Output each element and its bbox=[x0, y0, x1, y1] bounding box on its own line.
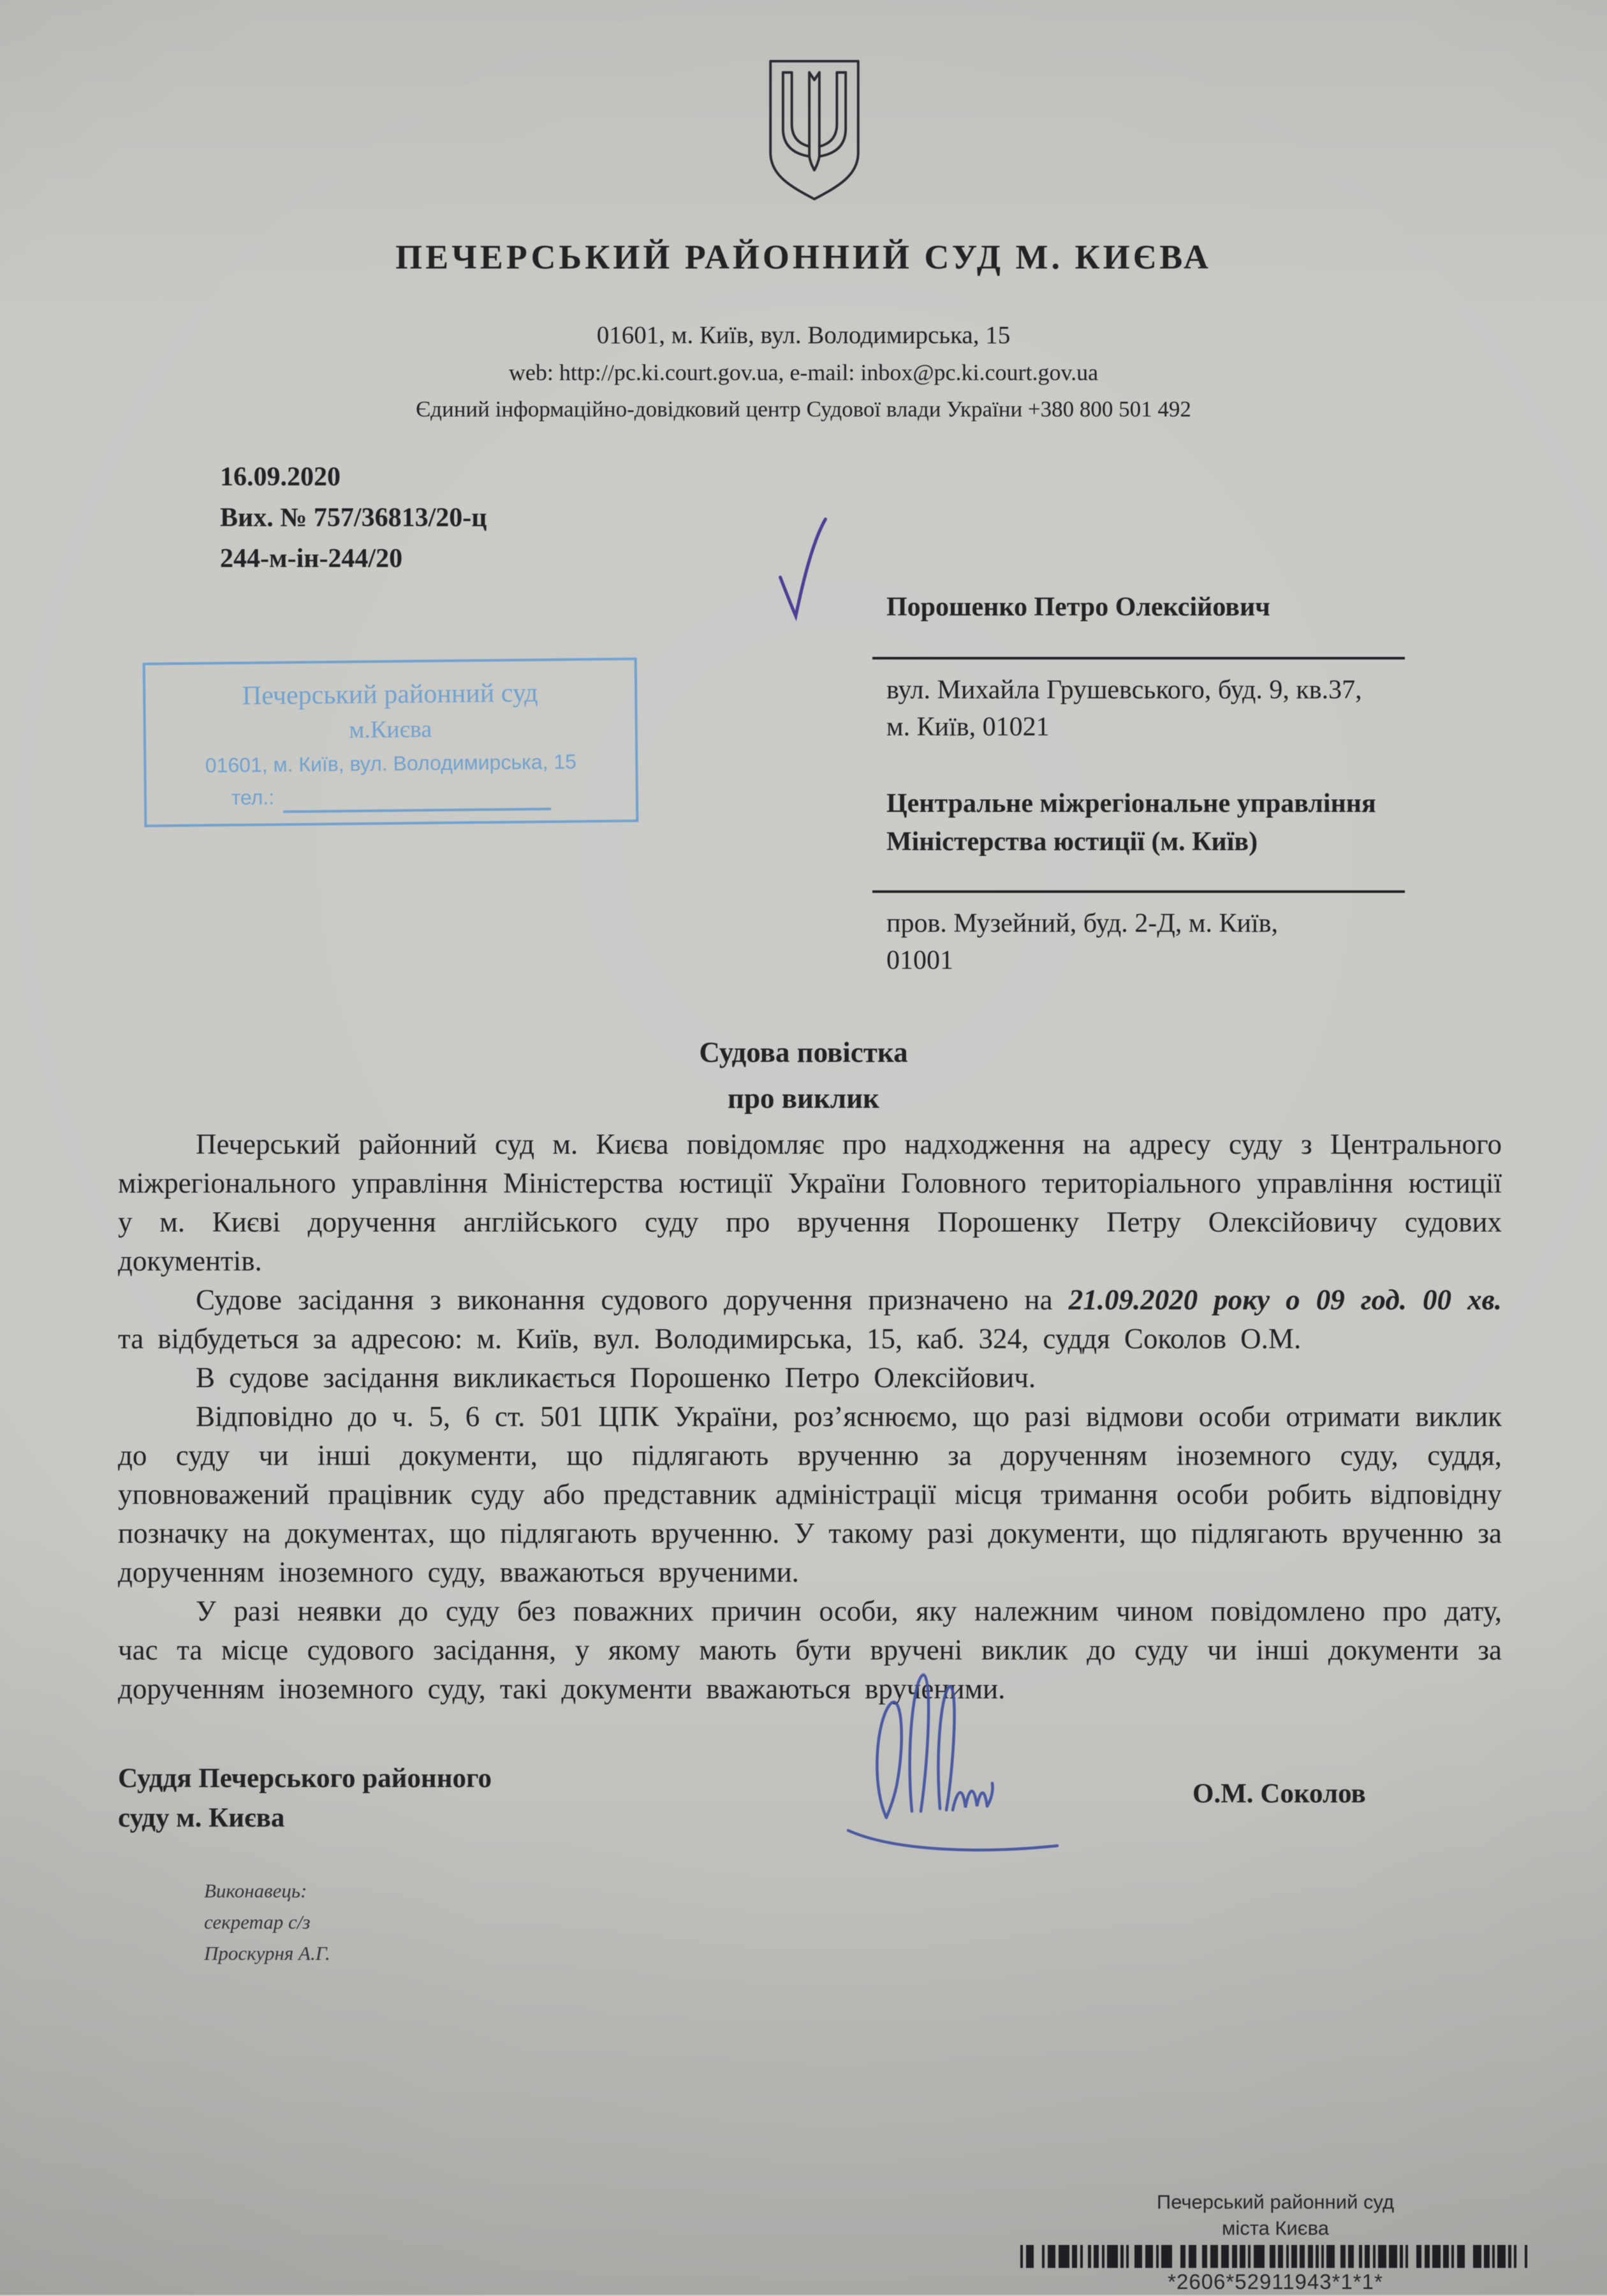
executor-block bbox=[204, 1875, 330, 1969]
judge-name: О.М. Соколов bbox=[1192, 1779, 1366, 1809]
court-ink-stamp bbox=[143, 658, 639, 827]
body-paragraph-2-start: Судове засідання з виконання судового доручення призначено на bbox=[196, 1284, 1069, 1316]
stamp-tel-row bbox=[231, 778, 551, 813]
judge-signature-icon bbox=[846, 1651, 1065, 1867]
barcode-block bbox=[1020, 2189, 1530, 2296]
body-paragraph-3: В судове засідання викликається Порошенко Петро Олексійович. bbox=[196, 1362, 1036, 1394]
recipient-org-address-1: пров. Музейний, буд. 2-Д, м. Київ, bbox=[886, 909, 1278, 938]
court-address-line: 01601, м. Київ, вул. Володимирська, 15 bbox=[596, 321, 1011, 349]
body-paragraph-1: Печерський районний суд м. Києва повідомляє про надходження на адресу суду з Центрального міжрегіонального управління Міністерства юстиції України Головного територіального управління юстиції у м. Києві доручення англійського суду про вручення Порошенку Петру Олексійовичу судових документів. bbox=[118, 1128, 1502, 1277]
stamp-address: 01601, м. Київ, вул. Володимирська, 15 bbox=[205, 749, 577, 777]
barcode-text: *2606*52911943*1*1* bbox=[1168, 2270, 1383, 2293]
stamp-tel-underline bbox=[283, 786, 551, 813]
document-date: 16.09.2020 bbox=[220, 462, 341, 492]
judge-role-line-1: Суддя Печерського районного bbox=[118, 1763, 492, 1793]
judge-role-line-2: суду м. Києва bbox=[118, 1803, 285, 1833]
body-paragraph-2-end: та відбудеться за адресою: м. Київ, вул. Володимирська, 15, каб. 324, суддя Соколов О.М. bbox=[118, 1323, 1302, 1355]
judge-role-block bbox=[118, 1759, 492, 1838]
document-title-line-2: про виклик bbox=[728, 1082, 879, 1114]
recipient-person-address-2: м. Київ, 01021 bbox=[886, 712, 1050, 742]
executor-role: секретар с/з bbox=[204, 1911, 311, 1933]
recipient-org-name-2: Міністерства юстиції (м. Київ) bbox=[886, 827, 1258, 857]
stamp-city: м.Києва bbox=[349, 716, 432, 744]
recipient-person-address-1: вул. Михайла Грушевського, буд. 9, кв.37, bbox=[886, 675, 1362, 705]
executor-label: Виконавець: bbox=[204, 1880, 307, 1902]
reference-block bbox=[220, 457, 487, 579]
body-paragraph-5: У разі неявки до суду без поважних причин особи, яку належним чином повідомлено про дату, час та місце судового засідання, у якому мають бути вручені виклик до суду чи інші документи за дорученням іноземного суду, такі документи вважаються врученими. bbox=[118, 1595, 1502, 1705]
stamp-tel-label: тел.: bbox=[231, 785, 275, 809]
executor-name: Проскурня А.Г. bbox=[204, 1942, 330, 1964]
body-paragraph-2 bbox=[118, 1281, 1502, 1358]
barcode-court-line-2: міста Києва bbox=[1222, 2217, 1329, 2239]
body-paragraph-4: Відповідно до ч. 5, 6 ст. 501 ЦПК України, роз’яснюємо, що разі відмови особи отримати виклик до суду чи інші документи, що підлягають врученню за дорученням іноземного суду, суддя, уповноважений працівник суду або представник адміністрації місця тримання особи робить відповідну позначку на документах, що підлягають врученню. У такому разі документи, що підлягають врученню за дорученням іноземного суду, вважаються врученими. bbox=[118, 1401, 1502, 1588]
outgoing-number: Вих. № 757/36813/20-ц bbox=[220, 503, 487, 533]
document-body bbox=[118, 1125, 1502, 1709]
recipient-person-name: Порошенко Петро Олексійович bbox=[886, 592, 1270, 622]
hearing-date-emphasis: 21.09.2020 року о 09 год. 00 хв. bbox=[1068, 1284, 1502, 1316]
stamp-court-name: Печерський районний суд bbox=[242, 678, 538, 711]
court-name-heading: ПЕЧЕРСЬКИЙ РАЙОННИЙ СУД М. КИЄВА bbox=[395, 238, 1212, 276]
recipient-org-address-2: 01001 bbox=[886, 946, 953, 975]
court-hotline-line: Єдиний інформаційно-довідковий центр Судової влади України +380 800 501 492 bbox=[416, 397, 1191, 422]
pen-checkmark-icon bbox=[774, 515, 832, 625]
ukraine-trident-emblem-icon bbox=[764, 59, 865, 203]
recipient-underline bbox=[872, 657, 1405, 659]
barcode bbox=[1020, 2245, 1530, 2268]
case-number: 244-м-ін-244/20 bbox=[220, 544, 403, 573]
barcode-court-line-1: Печерський районний суд bbox=[1156, 2191, 1395, 2213]
recipient-org-underline bbox=[872, 890, 1405, 893]
document-title-line-1: Судова повістка bbox=[699, 1036, 908, 1068]
recipient-org-name-1: Центральне міжрегіональне управління bbox=[886, 789, 1376, 818]
court-web-email-line: web: http://pc.ki.court.gov.ua, e-mail: inbox@pc.ki.court.gov.ua bbox=[508, 360, 1099, 385]
